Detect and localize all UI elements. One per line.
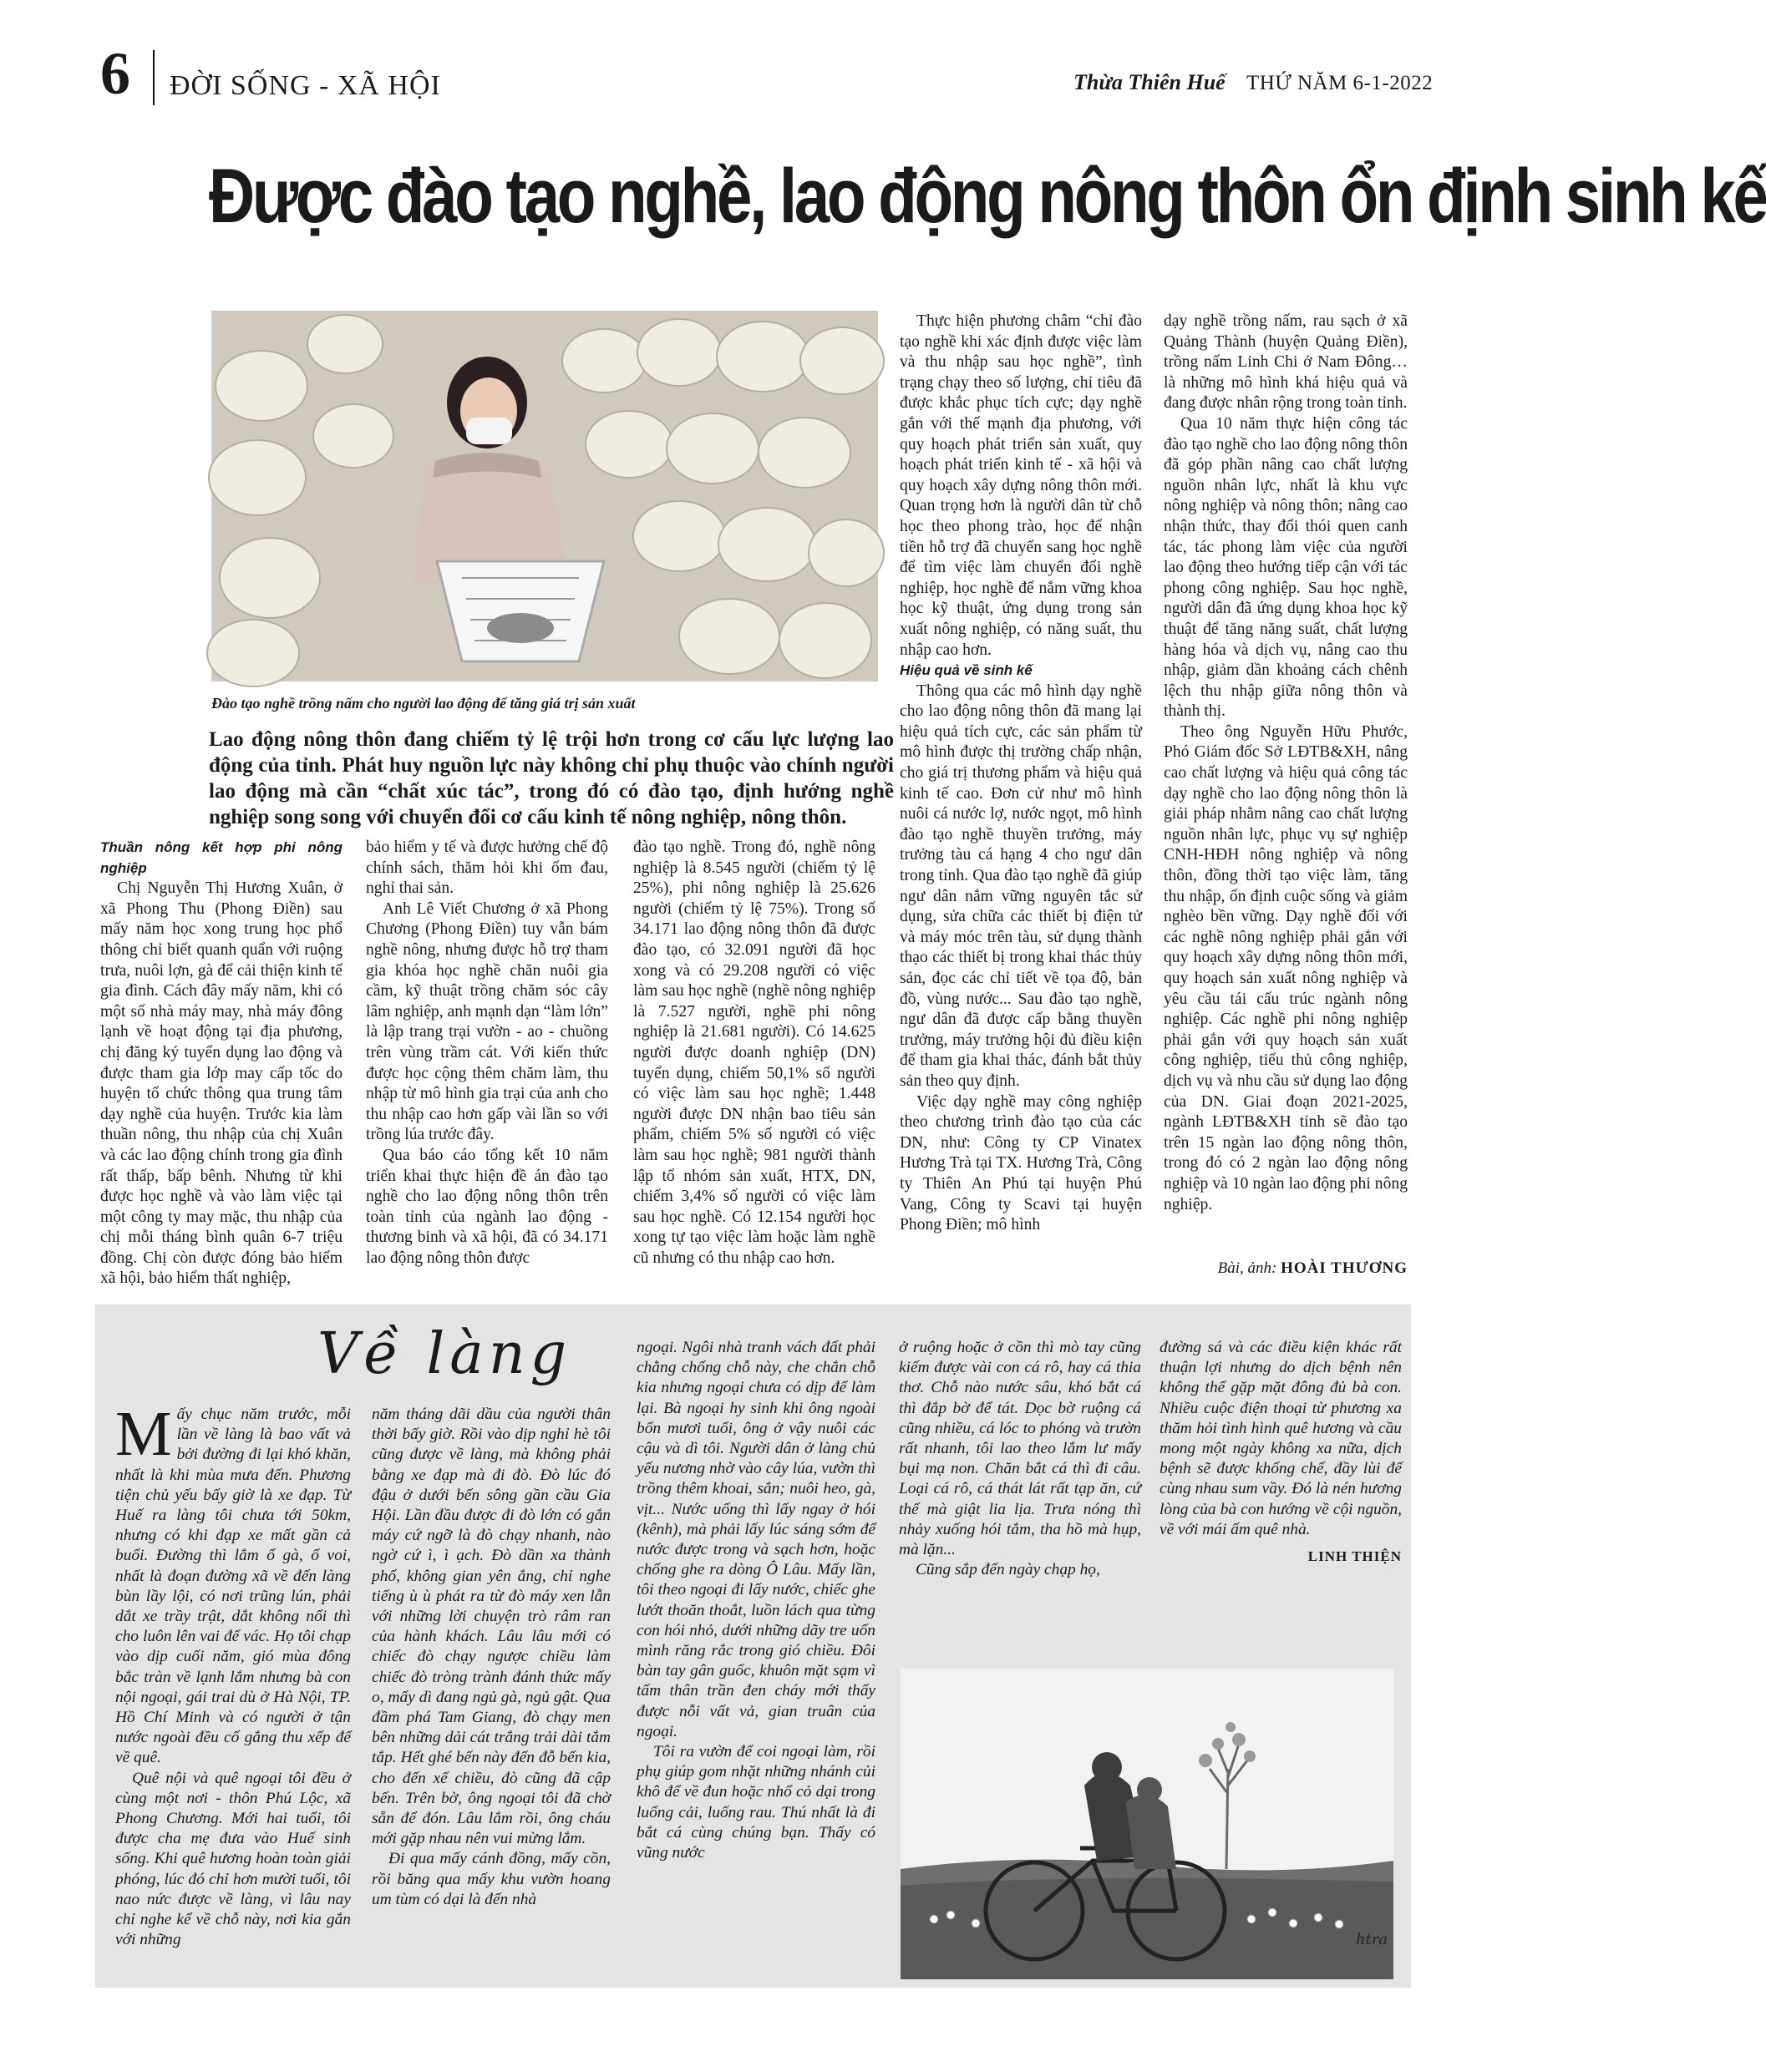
paragraph: đường sá và các điều kiện khác rất thuận lợi nhưng do dịch bệnh nên không thể gặp mặt đông đủ bà con. Nhiều cuộc điện thoại từ phương xa thăm hỏi tình hình quê hương và cầu mong một ngày không xa nữa, dịch bệnh sẽ được khống chế, đầy lùi để cùng nhau sum vầy. Đó là nén hương lòng của bà con hướng về cội nguồn, về với mái ấm quê nhà.: [1160, 1339, 1402, 1538]
paragraph: dạy nghề trồng nấm, rau sạch ở xã Quảng Thành (huyện Quảng Điền), trồng nấm Linh Chi ở Nam Đông… là những mô hình khá hiệu quả và đang được nhân rộng trong toàn tỉnh.: [1164, 312, 1408, 413]
page-number: 6: [100, 40, 130, 107]
paragraph: Đi qua mấy cánh đồng, mấy cồn, rồi băng qua mấy khu vườn hoang um tùm có dại là đến nhà: [372, 1850, 611, 1908]
feature-illustration: [901, 1669, 1393, 1979]
article-headline: Được đào tạo nghề, lao động nông thôn ổn định sinh kế: [209, 154, 1766, 239]
feature-column-3: [637, 1338, 875, 1863]
article-photo: [211, 311, 878, 681]
paragraph: Anh Lê Viết Chương ở xã Phong Chương (Phong Điền) tuy vẫn bám nghề nông, nhưng được hỗ trợ tham gia khóa học nghề chăn nuôi gia cầm, kỹ thuật trồng chăm sóc cây lâm nghiệp, anh mạnh dạn “làm lớn” là lập trang trại vườn - ao - chuồng trên vùng trầm cát. Với kiến thức được học cộng thêm chăm làm, thu nhập từ mô hình gia trại của anh cho thu nhập cao hơn gấp vài lần so với trồng lúa trước đây.: [366, 899, 608, 1144]
section-title: ĐỜI SỐNG - XÃ HỘI: [170, 70, 441, 101]
paragraph: Thực hiện phương châm “chỉ đào tạo nghề khi xác định được việc làm và thu nhập sau học nghề”, tình trạng chạy theo số lượng, chỉ tiêu đã được khắc phục tích cực; dạy nghề gắn với thế mạnh địa phương, với quy hoạch phát triển sản xuất, quy hoạch phát triển kinh tế - xã hội và quy hoạch xây dựng nông thôn mới. Quan trọng hơn là người dân từ chỗ học theo phong trào, học để nhận tiền hỗ trợ đã chuyển sang học nghề để tìm việc làm chuyển đổi nghề nghiệp, học nghề để nắm vững khoa học kỹ thuật, ứng dụng trong sản xuất nông nghiệp, có năng suất, thu nhập cao hơn.: [900, 312, 1142, 659]
paragraph: Qua báo cáo tổng kết 10 năm triển khai thực hiện đề án đào tạo nghề cho lao động nông thôn trên toàn tỉnh của ngành lao động - thương binh và xã hội, đã có 34.171 lao động nông thôn được: [366, 1146, 608, 1267]
paragraph: Theo ông Nguyễn Hữu Phước, Phó Giám đốc Sở LĐTB&XH, nâng cao chất lượng và hiệu quả công tác dạy nghề cho lao động nông thôn là giải pháp nhằm nâng cao chất lượng nguồn nhân lực, phục vụ sự nghiệp CNH-HĐH nông nghiệp và nông thôn, đồng thời tạo việc làm, tăng thu nhập, ổn định cuộc sống và giảm nghèo bền vững. Dạy nghề đối với các nghề nông nghiệp phải gắn với quy hoạch xây dựng nông thôn mới, quy hoạch sản xuất nông nghiệp và yêu cầu tái cấu trúc ngành nông nghiệp. Các nghề phi nông nghiệp phải gắn với quy hoạch sản xuất công nghiệp, tiểu thủ công nghiệp, dịch vụ và nhu cầu sử dụng lao động của DN. Giai đoạn 2021-2025, ngành LĐTB&XH tỉnh sẽ đào tạo trên 15 ngàn lao động nông thôn, trong đó có 2 ngàn lao động nông nghiệp và 10 ngàn lao động phi nông nghiệp.: [1164, 722, 1408, 1213]
publication-name: Thừa Thiên Huế: [1073, 70, 1226, 94]
bicycle-riders-illustration: [901, 1669, 1393, 1979]
paragraph: năm tháng dãi dầu của người thân thời bấy giờ. Rồi vào dịp nghỉ hè tôi cũng được về làng, mà không phải bằng xe đạp mà đi đò. Đò lúc đó đậu ở dưới bến sông gần cầu Gia Hội. Lần đầu được đi đò lớn có gắn máy cứ ngỡ là đò chạy nhanh, nào ngờ cứ ì, ì ạch. Đò dần xa thành phố, không gian yên ắng, chỉ nghe tiếng ù ù phát ra từ đò máy xen lẫn với những lời chuyện trò râm ran của hành khách. Lâu lâu mới có chiếc đò chạy ngược chiều làm chiếc đò tròng trành đánh thức mấy o, mấy dì đang ngủ gà, ngủ gật. Qua đầm phá Tam Giang, đò chạy men bên những dải cát trắng trải dài tắm tắp. Hết ghé bến này đến đỗ bến kia, cho đến xế chiều, đò cũng đã cập bến. Trên bờ, ông ngoại tôi đã chờ sẵn để đón. Lâu lắm rồi, ông cháu mới gặp nhau nên vui mừng lắm.: [372, 1406, 611, 1848]
feature-author: LINH THIỆN: [1307, 1548, 1402, 1565]
paragraph: ấy chục năm trước, mỗi lần về làng là bao vất vả bởi đường đi lại khó khăn, nhất là khi mùa mưa đến. Phương tiện chủ yếu bấy giờ là xe đạp. Từ Huế ra làng tôi chưa tới 50km, nhưng có khi đạp xe mất gần cả buổi. Đường thì lắm ổ gà, ổ voi, nhất là đoạn đường xã về đến làng bùn lầy lội, có nơi trũng lún, phải dắt xe trầy trật, dắt không nổi thì cho luôn lên vai để vác. Họ tôi chạp vào dịp cuối năm, gió mùa đông bắc tràn về lạnh lắm nhưng bà con nội ngoại, gái trai dù ở Hà Nội, TP. Hồ Chí Minh và có người ở tận nước ngoài đều cố gắng thu xếp để về quê.: [115, 1406, 351, 1767]
paragraph: đào tạo nghề. Trong đó, nghề nông nghiệp là 8.545 người (chiếm tỷ lệ 25%), phi nông nghiệp là 25.626 người (chiếm tỷ lệ 75%). Trong số 34.171 lao động nông thôn đã được đào tạo, có 32.091 người đã học xong và có 29.208 người có việc làm sau học nghề (nghề nông nghiệp là 7.527 người, nghề phi nông nghiệp là 21.681 người). Có 14.625 người được doanh nghiệp (DN) tuyển dụng, chiếm 50,1% số người có việc làm sau học nghề; 1.448 người được DN nhận bao tiêu sản phẩm, chiếm 5% số người có việc làm sau học nghề; 981 người thành lập tổ nhóm sản xuất, HTX, DN, chiếm 3,4% số người có việc làm sau học nghề. Có 12.154 người học xong tự tạo việc làm hoặc làm nghề cũ nhưng có thu nhập cao hơn.: [633, 838, 875, 1267]
article-byline: [1164, 1259, 1408, 1278]
article-column-1: [100, 838, 343, 1289]
paragraph: Tôi ra vườn để coi ngoại làm, rồi phụ giúp gom nhặt những nhánh củi khô để về đun hoặc nhổ cỏ dại trong luống cải, luống rau. Thú nhất là đi bắt cá cùng chúng bạn. Thấy có vũng nước: [637, 1743, 875, 1862]
byline-label: Bài, ảnh:: [1217, 1259, 1277, 1277]
paragraph: ở ruộng hoặc ở cồn thì mò tay cũng kiếm được vài con cá rô, hay cá thia thơ. Chỗ nào nước sâu, khó bắt cá thì đắp bờ để tát. Dọc bờ ruộng cá cũng nhiều, cá lóc to phóng và trườn rất nhanh, tôi lao theo lắm lư mấy bụi mạ non. Chăn bắt cá thì đi câu. Loại cá rô, cá thát lát rất tạp ăn, cứ thế mà giật lia lịa. Trưa nóng thì nhảy xuống hói tắm, tha hồ mà hụp, mà lặn...: [899, 1339, 1141, 1559]
paragraph: Quê nội và quê ngoại tôi đều ở cùng một nơi - thôn Phú Lộc, xã Phong Chương. Mới hai tuổi, tôi được cha mẹ đưa vào Huế sinh sống. Khi quê hương hoàn toàn giải phóng, lúc đó chỉ hơn mười tuổi, tôi nao nức được về làng, vì lâu nay chỉ nghe kể về chỗ này, nơi kia gắn với những: [115, 1769, 351, 1949]
paragraph: Qua 10 năm thực hiện công tác đào tạo nghề cho lao động nông thôn đã góp phần nâng cao chất lượng nguồn nhân lực, nhất là khu vực nông nghiệp và nông thôn; nâng cao nhận thức, thay đổi thói quen canh tác, tác phong làm việc của người lao động theo hướng tiếp cận với tác phong công nghiệp. Sau học nghề, người dân đã ứng dụng khoa học kỹ thuật để tăng năng suất, chất lượng hàng hóa và dịch vụ, nâng cao thu nhập, giảm dần khoảng cách chênh lệch thu nhập giữa nông thôn và thành thị.: [1164, 414, 1408, 721]
feature-title: Về làng: [317, 1321, 572, 1387]
paragraph: Chị Nguyễn Thị Hương Xuân, ở xã Phong Thu (Phong Điền) sau mấy năm học xong trung học phổ thông chỉ biết quanh quẩn với ruộng trưa, nuôi lợn, gà để cải thiện kinh tế gia đình. Cách đây mấy năm, khi có một số nhà máy may, nhà máy đông lạnh về hoạt động tại địa phương, chị đăng ký tuyển dụng lao động và được tham gia lớp may cấp tốc do huyện tổ chức thông qua trung tâm dạy nghề của huyện. Trước kia làm thuần nông, thu nhập của chị Xuân và các lao động chính trong gia đình rất thấp, bấp bênh. Nhưng từ khi được học nghề và vào làm việc tại một công ty may mặc, thu nhập của chị mỗi tháng bình quân 6-7 triệu đồng. Chị còn được đóng bảo hiểm xã hội, bảo hiểm thất nghiệp,: [100, 879, 343, 1288]
subheading: Thuần nông kết hợp phi nông nghiệp: [100, 839, 343, 876]
paragraph: ngoại. Ngôi nhà tranh vách đất phải chằng chống chỗ này, che chắn chỗ kia nhưng ngoại chưa có dịp để làm lại. Bà ngoại hy sinh khi ông ngoài bốn mươi tuổi, ông ở vậy nuôi các cậu và dì tôi. Người dân ở làng chủ yếu nương nhờ vào cây lúa, vườn thì trồng thêm khoai, sắn; nuôi heo, gà, vịt... Nước uống thì lấy ngay ở hói (kênh), mà phải lấy lúc sáng sớm để nước được trong và sạch hơn, hoặc chống ghe ra dòng Ô Lâu. Mấy lần, tôi theo ngoại đi lấy nước, chiếc ghe lướt thoăn thoắt, luồn lách qua từng con hói nhỏ, dưới những dãy tre uốn mình răng rắc trong gió chiều. Đôi bàn tay gân guốc, khuôn mặt sạm vì tấm thân trần đen cháy mới thấy được nỗi vất vả, gian truân của ngoại.: [637, 1339, 875, 1740]
header-divider: [153, 50, 155, 105]
feature-column-4: [899, 1338, 1141, 1580]
illustration-signature: htra: [1356, 1931, 1388, 1948]
feature-column-5: [1160, 1338, 1402, 1567]
paragraph: Cũng sắp đến ngày chạp họ,: [916, 1561, 1100, 1579]
article-lead: Lao động nông thôn đang chiếm tỷ lệ trội hơn trong cơ cấu lực lượng lao động của tỉnh. Phát huy nguồn lực này không chỉ phụ thuộc vào chính người lao động mà cần “chất xúc tác”, trong đó có đào tạo, định hướng nghề nghiệp song song với chuyển đổi cơ cấu kinh tế nông nghiệp, nông thôn.: [209, 728, 894, 828]
subheading: Hiệu quả về sinh kế: [900, 662, 1033, 679]
mushroom-farm-photo: [211, 311, 878, 681]
article-column-3: [633, 838, 875, 1269]
article-column-4: [900, 312, 1142, 1236]
feature-column-1: [115, 1399, 351, 1950]
photo-caption: Đào tạo nghề trồng nấm cho người lao động để tăng giá trị sản xuất: [211, 695, 636, 712]
issue-date: THỨ NĂM 6-1-2022: [1246, 72, 1434, 94]
article-column-2: [366, 838, 608, 1269]
drop-cap: M: [115, 1399, 172, 1469]
paragraph: Việc dạy nghề may công nghiệp theo chương trình đào tạo của các DN, như: Công ty CP Vinatex Hương Trà tại TX. Hương Trà, Công ty Thiên An Phú tại huyện Phú Vang, Công ty Scavi tại huyện Phong Điền; mô hình: [900, 1092, 1142, 1234]
byline-author: HOÀI THƯƠNG: [1281, 1259, 1408, 1277]
article-column-5: [1164, 312, 1408, 1215]
paragraph: Thông qua các mô hình dạy nghề cho lao động nông thôn đã mang lại hiệu quả tích cực, các sản phẩm từ mô hình được thị trường chấp nhận, cho giá trị thương phẩm và hiệu quả kinh tế cao. Đơn cử như mô hình nuôi cá nước lợ, nước ngọt, mô hình đào tạo nghề thuyền trưởng, máy trưởng tàu cá hạng 4 cho ngư dân trong tỉnh. Qua đào tạo nghề đã giúp ngư dân nắm vững nguyên tắc sử dụng, sửa chữa các thiết bị điện tử và máy móc trên tàu, sử dụng thành thạo các thiết bị trong khai thác thủy sản, đọc các chỉ tiết về tọa độ, bản đồ, vùng nước... Sau đào tạo nghề, ngư dân đã được cấp bằng thuyền trưởng, máy trưởng hội đủ điều kiện để tham gia khai thác, đánh bắt thủy sản theo quy định.: [900, 681, 1142, 1090]
paragraph: bảo hiểm y tế và được hưởng chế độ chính sách, thăm hỏi khi ốm đau, nghỉ thai sản.: [366, 838, 608, 898]
feature-column-2: [372, 1405, 611, 1910]
